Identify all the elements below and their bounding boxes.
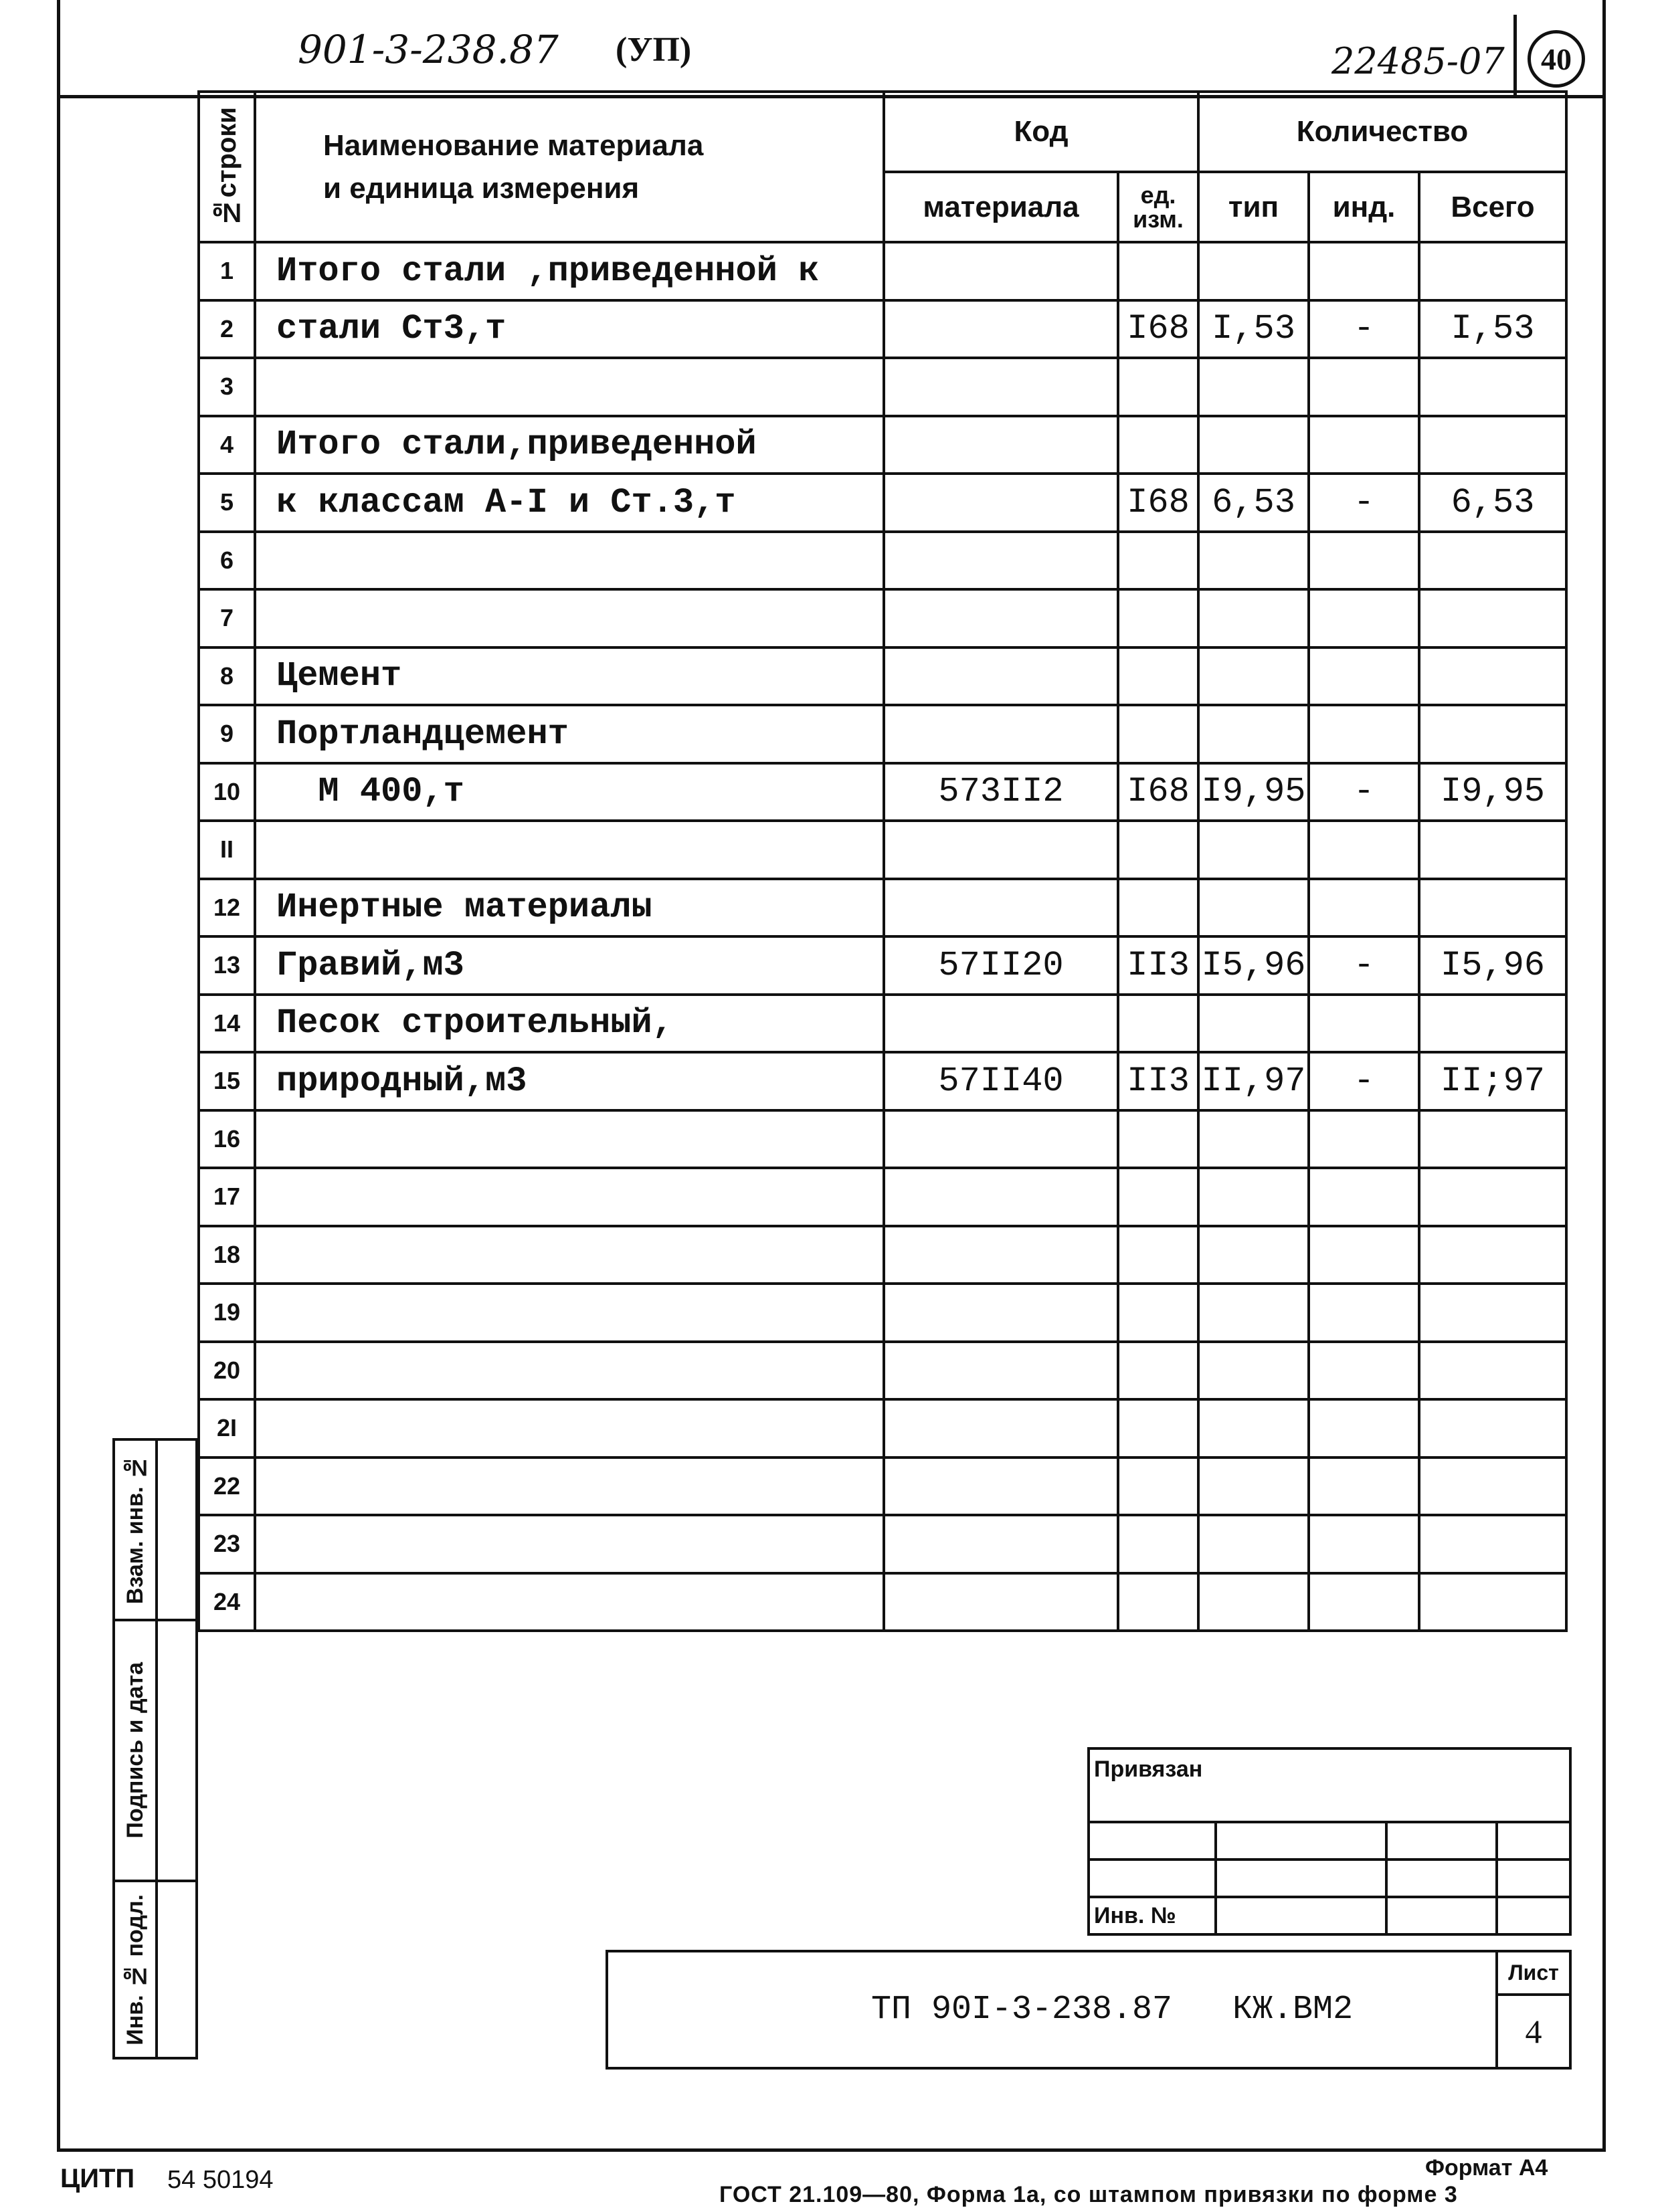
row-number: 13 (199, 936, 255, 995)
page-number: 40 (1541, 41, 1572, 76)
footer-order: 54 50194 (167, 2166, 274, 2194)
row-number: 15 (199, 1052, 255, 1110)
header-qty-total: Всего (1419, 172, 1566, 242)
row-unit-code (1118, 995, 1198, 1053)
row-name: Гравий,м3 (255, 936, 884, 995)
row-qty-ind (1309, 532, 1419, 590)
frame-page-number-box (1513, 15, 1517, 96)
row-name: природный,м3 (255, 1052, 884, 1110)
binding-cell (1089, 1859, 1216, 1897)
row-qty-type (1198, 532, 1309, 590)
side-inv-value (157, 1881, 197, 2058)
row-qty-type (1198, 1457, 1309, 1516)
row-qty-ind (1309, 358, 1419, 416)
row-number: 20 (199, 1342, 255, 1400)
row-qty-ind (1309, 416, 1419, 474)
header-name: Наименование материала и единица измерения (255, 92, 884, 242)
row-material-code: 57II40 (884, 1052, 1118, 1110)
row-unit-code (1118, 358, 1198, 416)
row-name (255, 1457, 884, 1516)
table-row (199, 936, 1566, 995)
row-qty-total (1419, 1515, 1566, 1573)
row-number: 22 (199, 1457, 255, 1516)
row-name: М 400,т (255, 763, 884, 821)
row-material-code (884, 821, 1118, 879)
row-name (255, 532, 884, 590)
table-row (199, 1342, 1566, 1400)
row-material-code (884, 1168, 1118, 1226)
row-unit-code (1118, 705, 1198, 763)
binding-cell (1386, 1822, 1497, 1859)
row-qty-ind (1309, 647, 1419, 706)
row-qty-ind (1309, 879, 1419, 937)
row-qty-total (1419, 358, 1566, 416)
row-name: Инертные материалы (255, 879, 884, 937)
side-vzam-label: Взам. инв. № (122, 1455, 148, 1605)
row-qty-total (1419, 242, 1566, 300)
row-qty-total (1419, 1342, 1566, 1400)
row-qty-total (1419, 705, 1566, 763)
row-qty-total: 6,53 (1419, 474, 1566, 532)
side-podpis-label-cell (114, 1620, 157, 1881)
row-unit-code (1118, 1342, 1198, 1400)
row-name (255, 1284, 884, 1342)
row-qty-ind (1309, 1399, 1419, 1457)
row-name (255, 821, 884, 879)
row-name (255, 1573, 884, 1631)
side-inv-label: Инв. № подл. (122, 1894, 148, 2045)
footer-org: ЦИТП (60, 2164, 135, 2193)
row-qty-total (1419, 589, 1566, 647)
row-qty-ind (1309, 995, 1419, 1053)
row-qty-ind: - (1309, 936, 1419, 995)
binding-cell (1497, 1897, 1570, 1934)
row-number: 3 (199, 358, 255, 416)
table-row (199, 358, 1566, 416)
row-unit-code (1118, 416, 1198, 474)
table-row (199, 1110, 1566, 1169)
sheet-label-cell (1497, 1951, 1570, 1995)
row-material-code (884, 358, 1118, 416)
row-qty-ind (1309, 1342, 1419, 1400)
binding-stamp-header (1089, 1748, 1570, 1822)
table-row (199, 242, 1566, 300)
row-material-code (884, 589, 1118, 647)
row-unit-code (1118, 242, 1198, 300)
row-unit-code (1118, 879, 1198, 937)
row-qty-ind (1309, 1515, 1419, 1573)
row-unit-code (1118, 1284, 1198, 1342)
row-unit-code (1118, 1110, 1198, 1169)
row-qty-type: I9,95 (1198, 763, 1309, 821)
page-number-circle (1528, 30, 1585, 88)
row-number: 24 (199, 1573, 255, 1631)
row-qty-type (1198, 1284, 1309, 1342)
binding-cell (1386, 1897, 1497, 1934)
header-qty-ind: инд. (1309, 172, 1419, 242)
row-qty-type (1198, 705, 1309, 763)
row-material-code (884, 1226, 1118, 1284)
row-qty-type (1198, 358, 1309, 416)
table-row (199, 879, 1566, 937)
row-unit-code (1118, 1168, 1198, 1226)
side-vzam-label-cell (114, 1439, 157, 1620)
row-material-code (884, 242, 1118, 300)
binding-stamp-title: Привязан (1094, 1756, 1203, 1782)
binding-inv-label: Инв. № (1094, 1902, 1176, 1928)
row-qty-ind (1309, 821, 1419, 879)
table-row (199, 821, 1566, 879)
row-material-code (884, 1457, 1118, 1516)
header-rownum: №строки (199, 92, 255, 242)
binding-cell (1089, 1822, 1216, 1859)
row-unit-code: II3 (1118, 1052, 1198, 1110)
row-number: 14 (199, 995, 255, 1053)
table-row (199, 1168, 1566, 1226)
row-qty-total (1419, 821, 1566, 879)
row-qty-ind: - (1309, 300, 1419, 359)
table-row (199, 474, 1566, 532)
row-qty-total: I5,96 (1419, 936, 1566, 995)
row-qty-total: I9,95 (1419, 763, 1566, 821)
row-number: 2 (199, 300, 255, 359)
table-row (199, 1515, 1566, 1573)
row-name (255, 1110, 884, 1169)
row-name (255, 1342, 884, 1400)
row-qty-ind (1309, 1457, 1419, 1516)
row-material-code (884, 1573, 1118, 1631)
row-qty-total (1419, 1110, 1566, 1169)
row-qty-type (1198, 1573, 1309, 1631)
row-unit-code: I68 (1118, 763, 1198, 821)
header-code: Код (884, 92, 1198, 172)
table-row (199, 1284, 1566, 1342)
row-material-code (884, 879, 1118, 937)
row-name (255, 358, 884, 416)
doc-number: 901-3-238.87 (298, 27, 559, 72)
table-row (199, 995, 1566, 1053)
row-name (255, 1168, 884, 1226)
row-name: к классам А-I и Ст.3,т (255, 474, 884, 532)
row-qty-total (1419, 532, 1566, 590)
row-qty-type: II,97 (1198, 1052, 1309, 1110)
row-qty-type (1198, 1399, 1309, 1457)
row-qty-ind (1309, 589, 1419, 647)
row-qty-type (1198, 647, 1309, 706)
table-row (199, 300, 1566, 359)
row-number: II (199, 821, 255, 879)
row-name (255, 1226, 884, 1284)
row-name (255, 589, 884, 647)
row-material-code: 573II2 (884, 763, 1118, 821)
row-qty-type (1198, 416, 1309, 474)
table-row (199, 1457, 1566, 1516)
row-qty-ind: - (1309, 763, 1419, 821)
binding-cell (1216, 1822, 1386, 1859)
table-row (199, 763, 1566, 821)
row-unit-code (1118, 1226, 1198, 1284)
row-unit-code: I68 (1118, 474, 1198, 532)
row-number: 1 (199, 242, 255, 300)
side-podpis-value (157, 1620, 197, 1881)
row-qty-type: 6,53 (1198, 474, 1309, 532)
row-material-code: 57II20 (884, 936, 1118, 995)
sheet-label: Лист (1508, 1960, 1559, 1985)
row-qty-total (1419, 416, 1566, 474)
row-name (255, 1515, 884, 1573)
footer-gost: ГОСТ 21.109—80, Форма 1а, со штампом привязки по форме 3 (719, 2182, 1458, 2207)
row-material-code (884, 474, 1118, 532)
table-row (199, 1399, 1566, 1457)
row-qty-ind (1309, 1573, 1419, 1631)
row-number: 18 (199, 1226, 255, 1284)
title-block (606, 1950, 1572, 2070)
row-number: 17 (199, 1168, 255, 1226)
binding-cell (1386, 1859, 1497, 1897)
row-qty-type (1198, 995, 1309, 1053)
row-material-code (884, 1284, 1118, 1342)
side-vzam-value (157, 1439, 197, 1620)
sheet-number: 4 (1525, 2013, 1542, 2051)
table-row (199, 589, 1566, 647)
table-row (199, 647, 1566, 706)
row-name: стали Ст3,т (255, 300, 884, 359)
row-unit-code (1118, 647, 1198, 706)
row-qty-total: I,53 (1419, 300, 1566, 359)
title-block-designation-cell (607, 1951, 1497, 2068)
header-code-material: материала (884, 172, 1118, 242)
row-qty-type: I5,96 (1198, 936, 1309, 995)
row-name (255, 1399, 884, 1457)
frame-left (57, 0, 60, 2150)
binding-inv-cell (1089, 1897, 1216, 1934)
row-unit-code (1118, 1515, 1198, 1573)
row-material-code (884, 995, 1118, 1053)
header-quantity: Количество (1198, 92, 1566, 172)
row-qty-type (1198, 1515, 1309, 1573)
row-unit-code: I68 (1118, 300, 1198, 359)
row-qty-type (1198, 589, 1309, 647)
row-qty-total (1419, 879, 1566, 937)
code-mark: (УП) (616, 31, 692, 69)
row-qty-ind: - (1309, 1052, 1419, 1110)
row-qty-total (1419, 1573, 1566, 1631)
table-body (199, 242, 1566, 1631)
row-unit-code: II3 (1118, 936, 1198, 995)
table-row (199, 1052, 1566, 1110)
binding-cell (1497, 1859, 1570, 1897)
row-qty-type (1198, 1110, 1309, 1169)
row-name: Цемент (255, 647, 884, 706)
row-number: 23 (199, 1515, 255, 1573)
row-material-code (884, 647, 1118, 706)
row-unit-code (1118, 1457, 1198, 1516)
row-number: 7 (199, 589, 255, 647)
row-number: 16 (199, 1110, 255, 1169)
table-row (199, 1573, 1566, 1631)
row-material-code (884, 532, 1118, 590)
row-material-code (884, 705, 1118, 763)
title-block-designation: ТП 90I-3-238.87 КЖ.ВМ2 (870, 1991, 1354, 2029)
row-number: 6 (199, 532, 255, 590)
row-name: Портландцемент (255, 705, 884, 763)
side-approval-strip (112, 1438, 198, 2059)
row-number: 8 (199, 647, 255, 706)
binding-stamp (1087, 1747, 1572, 1936)
row-unit-code (1118, 1573, 1198, 1631)
frame-right (1602, 0, 1606, 2150)
table-row (199, 416, 1566, 474)
footer-format: Формат А4 (1425, 2155, 1548, 2181)
row-qty-ind (1309, 1110, 1419, 1169)
row-material-code (884, 416, 1118, 474)
row-qty-total (1419, 647, 1566, 706)
table-row (199, 532, 1566, 590)
row-qty-type (1198, 1168, 1309, 1226)
row-qty-type (1198, 879, 1309, 937)
row-number: 2I (199, 1399, 255, 1457)
binding-cell (1497, 1822, 1570, 1859)
row-qty-total: II;97 (1419, 1052, 1566, 1110)
row-unit-code (1118, 821, 1198, 879)
row-qty-total (1419, 1399, 1566, 1457)
row-unit-code (1118, 589, 1198, 647)
row-unit-code (1118, 532, 1198, 590)
inventory-number: 22485-07 (1331, 40, 1505, 82)
row-qty-ind (1309, 1168, 1419, 1226)
row-qty-type (1198, 242, 1309, 300)
row-number: 5 (199, 474, 255, 532)
row-number: 9 (199, 705, 255, 763)
row-qty-type: I,53 (1198, 300, 1309, 359)
header-qty-type: тип (1198, 172, 1309, 242)
row-material-code (884, 1110, 1118, 1169)
binding-cell (1216, 1859, 1386, 1897)
binding-cell (1216, 1897, 1386, 1934)
table-row (199, 1226, 1566, 1284)
sheet-number-cell (1497, 1995, 1570, 2068)
row-qty-type (1198, 821, 1309, 879)
row-qty-ind: - (1309, 474, 1419, 532)
row-qty-total (1419, 995, 1566, 1053)
row-qty-type (1198, 1342, 1309, 1400)
row-number: 10 (199, 763, 255, 821)
row-material-code (884, 1515, 1118, 1573)
row-qty-ind (1309, 242, 1419, 300)
row-qty-total (1419, 1457, 1566, 1516)
row-number: 12 (199, 879, 255, 937)
row-material-code (884, 1399, 1118, 1457)
row-qty-total (1419, 1168, 1566, 1226)
row-material-code (884, 300, 1118, 359)
row-material-code (884, 1342, 1118, 1400)
row-number: 19 (199, 1284, 255, 1342)
row-qty-total (1419, 1284, 1566, 1342)
side-inv-label-cell (114, 1881, 157, 2058)
row-name: Итого стали ,приведенной к (255, 242, 884, 300)
row-qty-ind (1309, 705, 1419, 763)
side-podpis-label: Подпись и дата (122, 1662, 148, 1839)
row-name: Итого стали,приведенной (255, 416, 884, 474)
row-qty-type (1198, 1226, 1309, 1284)
row-number: 4 (199, 416, 255, 474)
table-row (199, 705, 1566, 763)
row-qty-ind (1309, 1226, 1419, 1284)
row-name: Песок строительный, (255, 995, 884, 1053)
row-qty-ind (1309, 1284, 1419, 1342)
materials-table (197, 90, 1568, 1632)
frame-bottom (57, 2148, 1606, 2152)
header-code-unit: ед. изм. (1118, 172, 1198, 242)
row-qty-total (1419, 1226, 1566, 1284)
row-unit-code (1118, 1399, 1198, 1457)
